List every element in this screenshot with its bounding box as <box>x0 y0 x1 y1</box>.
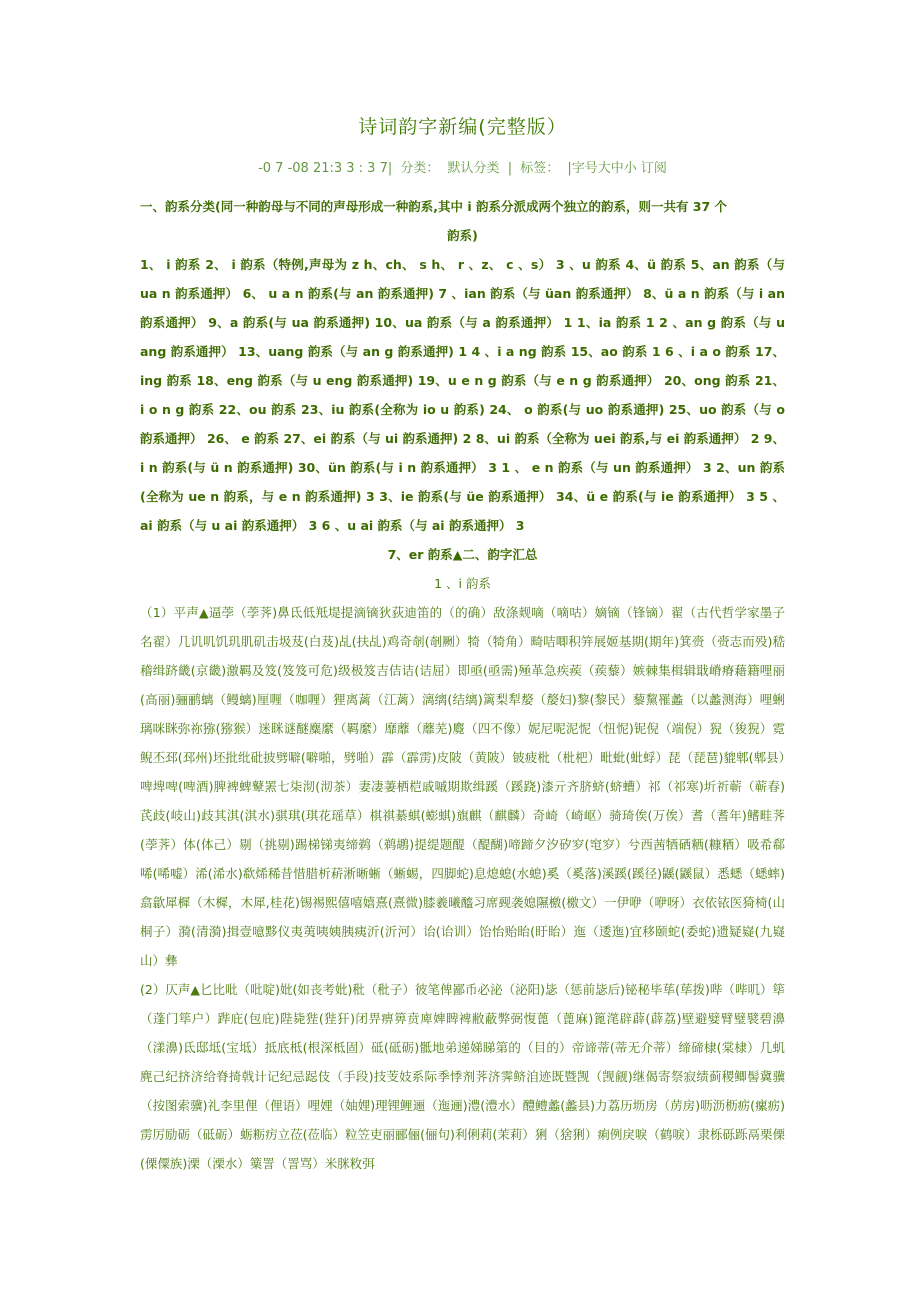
ping-sheng-paragraph: （1）平声▲逼荸（荸荠)鼻氐低羝堤提滴镝狄荻迪笛的（的确）敌涤觌嘀（嘀咕）嫡镝（锋镝）翟（古代哲学家墨子名翟）几讥叽饥玑肌矶击圾芨(白芨)乩(扶乩)鸡奇剞(剞劂）犄（犄角）畸咭唧积笄展姬基期(期年)箕赍（赍志而殁)嵇稽缉跻畿(京畿)激羁及笈(笈笈可危)级极笈吉佶诘(诘屈）即亟(亟需)殛革急疾蒺（蒺藜）嫉棘集楫辑戢嵴瘠藉籍哩丽(高丽)骊鹂螭（鳗螭)厘喱（咖喱）狸离蓠（江蓠）漓缡(结缡)篱梨犁嫠（嫠妇)黎(黎民）藜黧罹蠡（以蠡测海）哩蜊璃咪眯弥祢猕(猕猴）迷眯谜醚麋縻（羁縻）靡蘼（蘼芜)麑（四不像）妮尼呢泥怩（忸怩)铌倪（端倪）猊（狻猊）霓鲵丕邳(邳州)坯批纰砒披劈噼(噼啪，劈啪）霹（霹雳)皮陂（黄陂）铍疲枇（枇杷）毗蚍(蚍蜉）琵（琵琶)貔郫(郫县）啤埤啤(啤酒)脾裨蜱鼙罴七柒沏(沏茶）妻凄萋栖桤戚嘁期欺缉蹊（蹊跷)漆亓齐脐蛴(蛴螬）祁（祁寒)圻祈蕲（蕲春)芪歧(岐山)歧其淇(淇水)骐琪(琪花瑶草）棋祺綦蜞(蟛蜞)旗麒（麒麟）奇崎（崎岖）骑琦俟(万俟）耆（耆年)鳍畦荠(荸荠）体(体己）剔（挑剔)踢梯锑夷缔鹈（鹈鹕)提缇题醍（醍醐)啼蹄夕汐矽穸(窀穸）兮西茜牺硒粞(糠粞）吸希郗唏(唏嘘）浠(浠水)欷烯稀昔惜腊析菥淅晰蜥（蜥蜴，四脚蛇)息熄螅(水螅)奚（奚落)溪蹊(蹊径)鼷(鼷鼠）悉蟋（蟋蟀)翕歙犀樨（木樨，木犀,桂花)锡裼熙僖嘻嬉熹(熹微)膝羲曦醯习席觋袭媳隰檄(檄文）一伊咿（咿呀）衣依铱医猗椅(山桐子）漪(清漪)揖壹噫黟仪夷荑咦姨胰痍沂(沂河）诒(诒训）饴怡贻眙(盱眙）迤（逶迤)宜移颐蛇(委蛇)遗疑嶷(九嶷山）彝 <box>140 605 785 968</box>
category-label: 分类： <box>400 161 440 176</box>
section1-heading: 一、韵系分类(同一种韵母与不同的声母形成一种韵系,其中 i 韵系分派成两个独立的韵系，则一共有 37 个 <box>140 199 728 214</box>
rhyme-system-list: 1、 i 韵系 2、 i 韵系（特例,声母为 z h、ch、 s h、 r 、z、 c 、s） 3 、u 韵系 4、ü 韵系 5、an 韵系（与 ua n 韵系通押） 6、 u a n 韵系(与 an 韵系通押) 7 、ian 韵系（与 üan 韵系通押） 8、ü a n 韵系（与 i an 韵系通押） 9、a 韵系(与 ua 韵系通押) 10、ua 韵系（与 a 韵系通押） 1 1、ia 韵系 1 2 、an g 韵系（与 u ang 韵系通押） 13、uang 韵系（与 an g 韵系通押) 1 4 、i a ng 韵系 15、ao 韵系 1 6 、i a o 韵系 17、ing 韵系 18、eng 韵系（与 u eng 韵系通押) 19、u e n g 韵系（与 e n g 韵系通押） 20、ong 韵系 21、 i o n g 韵系 22、ou 韵系 23、iu 韵系(全称为 io u 韵系) 24、 o 韵系(与 uo 韵系通押) 25、uo 韵系（与 o 韵系通押） 26、 e 韵系 27、ei 韵系（与 ui 韵系通押) 2 8、ui 韵系（全称为 uei 韵系,与 ei 韵系通押） 2 9、i n 韵系(与 ü n 韵系通押) 30、ün 韵系(与 i n 韵系通押） 3 1 、 e n 韵系（与 un 韵系通押） 3 2、un 韵系(全称为 ue n 韵系，与 e n 韵系通押) 3 3、ie 韵系(与 üe 韵系通押） 34、ü e 韵系(与 ie 韵系通押） 3 5 、ai 韵系（与 u ai 韵系通押） 3 6 、u ai 韵系（与 ai 韵系通押） 3 <box>140 257 785 533</box>
tags-label: 标签： <box>520 161 560 176</box>
font-size-and-subscribe[interactable]: |字号大中小 订阅 <box>567 161 667 176</box>
meta-separator: | <box>507 161 513 176</box>
rhyme-system-list-end: 7、er 韵系▲二、韵字汇总 <box>387 547 538 562</box>
post-meta <box>140 157 785 176</box>
category-link[interactable]: 默认分类 <box>447 161 500 176</box>
ze-sheng-paragraph: (2）仄声▲匕比吡（吡啶)妣(如丧考妣)秕（秕子）彼笔俾鄙币必泌（泌阳)毖（惩前毖后)铋秘毕荜(荜拨)哔（哔叽）筚（蓬门筚户）跸庇(包庇)陛毙狴(狴犴)闭畀痹箅贲庳婢睥裨敝蔽弊弼愎蓖（蓖麻)篦滗辟薜(薜荔)壁避嬖臂璧襞碧濞（漾濞)氐邸坻(宝坻）抵底柢(根深柢固）砥(砥砺)骶地弟递娣睇第的（目的）帝谛蒂(蒂无介蒂）缔碲棣(棠棣）几虮麂己纪挤济给脊掎戟计记纪忌跽伎（手段)技芰妓系际季悸剂荠济霁鲚洎迹既暨觊（觊觎)继偈寄祭寂绩蓟稷鲫髻冀骥（按图索骥)礼李里俚（俚语）哩娌（妯娌)理锂鲤逦（迤逦)澧(澧水）醴鳢蠡(蠡县)力荔历坜房（苈房)呖沥枥疬(瘰疬)雳厉励砺（砥砺）蛎粝疠立莅(莅临）粒笠吏丽郦俪(俪句)利俐莉(茉莉）猁（猞猁）痢例戾唳（鹤唳）隶栎砾跞鬲栗傈(傈僳族)溧（溧水）篥詈（詈骂）米脒敉弭 <box>140 982 785 1171</box>
document-page <box>140 0 785 1178</box>
page-title: 诗词韵字新编(完整版） <box>358 116 567 138</box>
section1-heading-end: 韵系) <box>447 228 478 243</box>
post-date: -0 7 -08 21:3 3 : 3 7| <box>258 161 393 176</box>
subheading-i-rhyme: 1 、i 韵系 <box>434 576 491 591</box>
